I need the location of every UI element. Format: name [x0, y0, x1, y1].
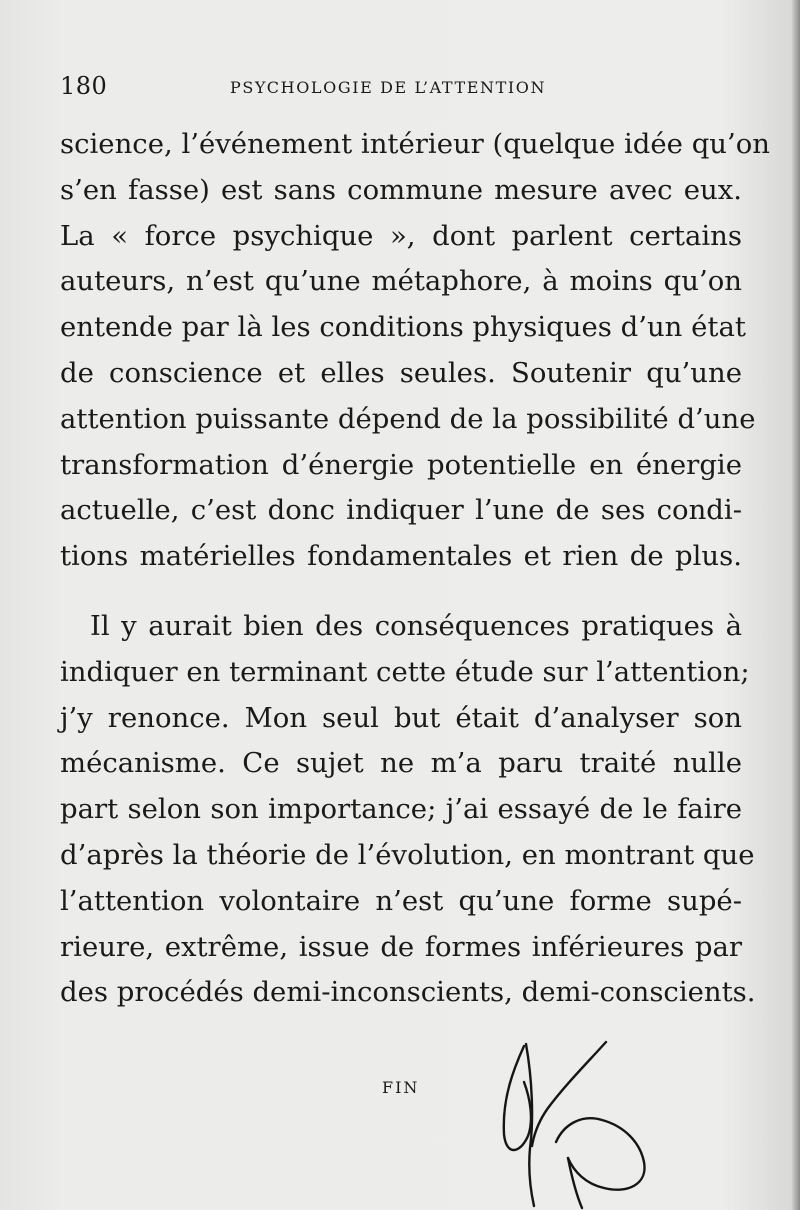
paragraph-gap	[60, 580, 742, 604]
text-line: indiquer en terminant cette étude sur l’attention;	[60, 655, 750, 688]
text-line: tions matérielles fondamentales et rien de plus.	[60, 540, 742, 573]
text-line: d’après la théorie de l’évolution, en montrant que	[60, 838, 755, 871]
text-line: La « force psychique », dont parlent certains	[60, 219, 742, 252]
text-line: des procédés demi-inconscients, demi-conscients.	[60, 976, 756, 1009]
text-line: transformation d’énergie potentielle en énergie	[60, 448, 742, 481]
handwritten-signature	[490, 1038, 670, 1210]
text-line: mécanisme. Ce sujet ne m’a paru traité nulle	[60, 747, 742, 780]
page-body	[60, 122, 771, 1016]
fin-label: FIN	[382, 1078, 420, 1097]
text-line: de conscience et elles seules. Soutenir qu’une	[60, 356, 742, 389]
page-number: 180	[60, 72, 108, 100]
text-line: attention puissante dépend de la possibilité d’une	[60, 402, 756, 435]
running-title: PSYCHOLOGIE DE L’ATTENTION	[230, 78, 547, 97]
text-line: science, l’événement intérieur (quelque idée qu’on	[60, 128, 771, 160]
text-line: actuelle, c’est donc indiquer l’une de ses condi-	[60, 494, 742, 527]
paragraph	[60, 604, 756, 1016]
text-line: entende par là les conditions physiques d’un état	[60, 311, 746, 344]
text-line: Il y aurait bien des conséquences pratiques à	[90, 609, 742, 642]
text-line: rieure, extrême, issue de formes inférieures par	[60, 930, 742, 963]
text-line: part selon son importance; j’ai essayé de le faire	[60, 793, 742, 826]
text-line: j’y renonce. Mon seul but était d’analyser son	[60, 701, 742, 734]
text-line: s’en fasse) est sans commune mesure avec eux.	[60, 173, 742, 206]
text-line: auteurs, n’est qu’une métaphore, à moins qu’on	[60, 265, 742, 298]
text-line: l’attention volontaire n’est qu’une forme supé-	[60, 884, 742, 917]
page-header	[60, 72, 740, 106]
page-edge-shadow	[792, 0, 800, 1210]
paragraph	[60, 122, 771, 580]
